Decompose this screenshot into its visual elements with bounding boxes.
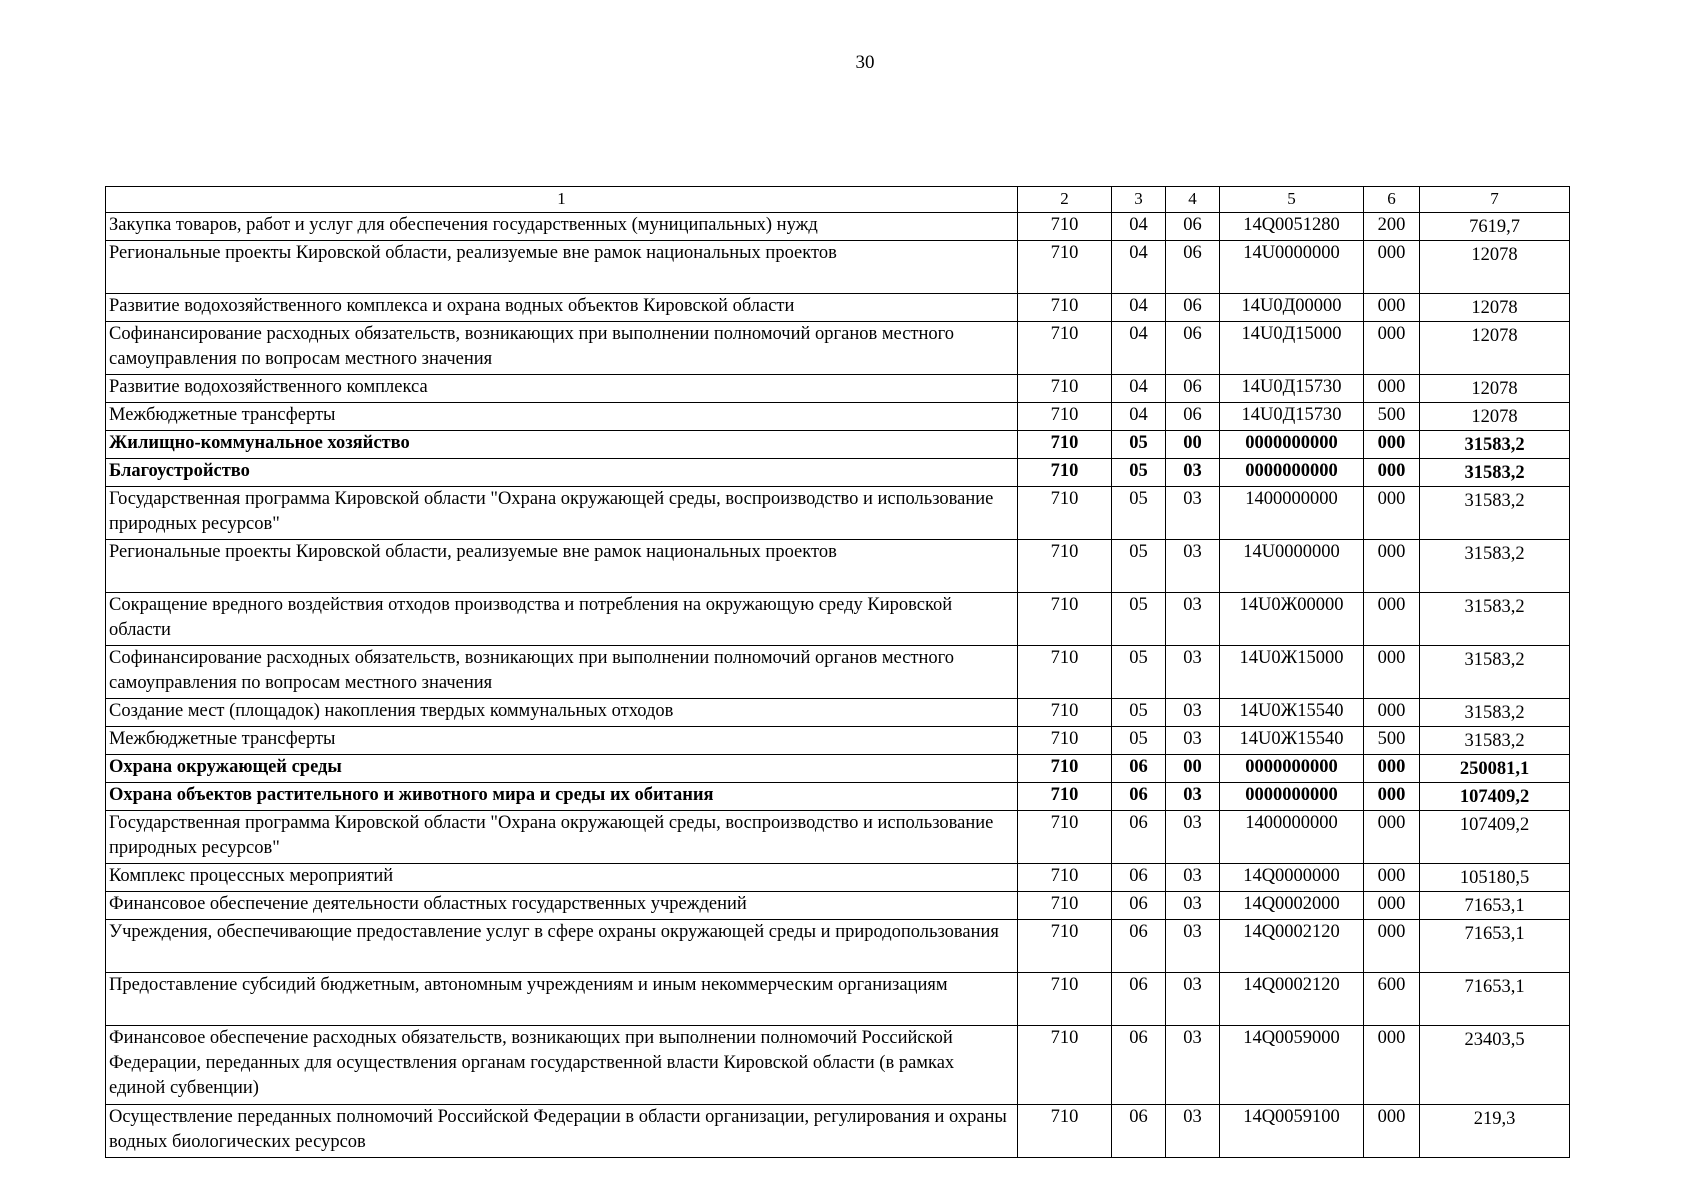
column-header-2: 2 [1018,187,1112,213]
cell-ministry-code: 710 [1018,322,1112,375]
cell-amount: 31583,2 [1420,646,1570,699]
table-row [106,294,1570,322]
cell-expense-type: 000 [1364,375,1420,403]
cell-section: 05 [1112,646,1166,699]
cell-ministry-code: 710 [1018,727,1112,755]
cell-expense-name: Финансовое обеспечение расходных обязательств, возникающих при выполнении полномочий Российской Федерации, переданных для осуществления органам государственной власти Кировской области (в рамках единой субвенции) [106,1026,1018,1105]
cell-ministry-code: 710 [1018,811,1112,864]
cell-target-article: 14U0000000 [1220,241,1364,294]
cell-subsection: 06 [1166,294,1220,322]
table-row [106,1026,1570,1105]
cell-amount: 31583,2 [1420,540,1570,593]
cell-expense-type: 000 [1364,920,1420,973]
cell-amount: 31583,2 [1420,727,1570,755]
cell-section: 05 [1112,699,1166,727]
cell-target-article: 14Q0002000 [1220,892,1364,920]
cell-subsection: 06 [1166,403,1220,431]
cell-section: 06 [1112,755,1166,783]
cell-amount: 12078 [1420,294,1570,322]
cell-subsection: 03 [1166,699,1220,727]
cell-expense-name: Комплекс процессных мероприятий [106,864,1018,892]
cell-section: 05 [1112,727,1166,755]
cell-section: 05 [1112,540,1166,593]
table-row [106,593,1570,646]
cell-target-article: 14Q0059000 [1220,1026,1364,1105]
cell-subsection: 03 [1166,864,1220,892]
cell-amount: 23403,5 [1420,1026,1570,1105]
cell-ministry-code: 710 [1018,1026,1112,1105]
cell-ministry-code: 710 [1018,213,1112,241]
cell-expense-type: 000 [1364,294,1420,322]
cell-expense-name: Учреждения, обеспечивающие предоставление услуг в сфере охраны окружающей среды и природопользования [106,920,1018,973]
cell-expense-type: 000 [1364,459,1420,487]
cell-section: 04 [1112,403,1166,431]
cell-ministry-code: 710 [1018,973,1112,1026]
table-row [106,699,1570,727]
cell-target-article: 14U0Д15730 [1220,403,1364,431]
cell-expense-name: Государственная программа Кировской области "Охрана окружающей среды, воспроизводство и использование природных ресурсов" [106,811,1018,864]
cell-subsection: 03 [1166,783,1220,811]
cell-target-article: 0000000000 [1220,783,1364,811]
cell-section: 05 [1112,593,1166,646]
table-row [106,973,1570,1026]
cell-expense-type: 000 [1364,593,1420,646]
cell-amount: 12078 [1420,241,1570,294]
cell-subsection: 03 [1166,1026,1220,1105]
cell-expense-type: 000 [1364,1105,1420,1158]
budget-table [105,186,1570,1158]
cell-ministry-code: 710 [1018,294,1112,322]
table-row [106,811,1570,864]
cell-subsection: 03 [1166,593,1220,646]
table-row [106,487,1570,540]
cell-amount: 31583,2 [1420,593,1570,646]
cell-amount: 107409,2 [1420,783,1570,811]
cell-target-article: 14U0Д00000 [1220,294,1364,322]
cell-target-article: 14Q0002120 [1220,973,1364,1026]
cell-subsection: 06 [1166,213,1220,241]
cell-expense-type: 000 [1364,487,1420,540]
cell-subsection: 03 [1166,811,1220,864]
cell-expense-name: Межбюджетные трансферты [106,727,1018,755]
cell-section: 06 [1112,1105,1166,1158]
cell-expense-type: 000 [1364,699,1420,727]
cell-expense-name: Развитие водохозяйственного комплекса [106,375,1018,403]
table-row [106,920,1570,973]
table-row [106,241,1570,294]
cell-expense-type: 000 [1364,755,1420,783]
cell-expense-name: Софинансирование расходных обязательств, возникающих при выполнении полномочий органов местного самоуправления по вопросам местного значения [106,322,1018,375]
cell-expense-type: 000 [1364,431,1420,459]
cell-section: 05 [1112,487,1166,540]
cell-amount: 31583,2 [1420,487,1570,540]
cell-section: 04 [1112,294,1166,322]
cell-expense-name: Региональные проекты Кировской области, реализуемые вне рамок национальных проектов [106,241,1018,294]
cell-subsection: 06 [1166,322,1220,375]
cell-ministry-code: 710 [1018,892,1112,920]
cell-expense-type: 000 [1364,864,1420,892]
cell-expense-type: 000 [1364,322,1420,375]
cell-target-article: 14U0Д15000 [1220,322,1364,375]
cell-section: 06 [1112,1026,1166,1105]
cell-expense-name: Финансовое обеспечение деятельности областных государственных учреждений [106,892,1018,920]
cell-ministry-code: 710 [1018,646,1112,699]
cell-section: 06 [1112,811,1166,864]
cell-subsection: 03 [1166,892,1220,920]
cell-expense-name: Государственная программа Кировской области "Охрана окружающей среды, воспроизводство и использование природных ресурсов" [106,487,1018,540]
cell-target-article: 14U0Ж00000 [1220,593,1364,646]
table-row [106,431,1570,459]
cell-ministry-code: 710 [1018,1105,1112,1158]
cell-section: 06 [1112,973,1166,1026]
cell-subsection: 03 [1166,973,1220,1026]
cell-amount: 105180,5 [1420,864,1570,892]
cell-expense-name: Создание мест (площадок) накопления твердых коммунальных отходов [106,699,1018,727]
cell-section: 06 [1112,864,1166,892]
cell-expense-type: 200 [1364,213,1420,241]
cell-expense-type: 000 [1364,811,1420,864]
cell-target-article: 14U0Д15730 [1220,375,1364,403]
cell-section: 06 [1112,920,1166,973]
table-row [106,213,1570,241]
table-row [106,864,1570,892]
page-number: 30 [855,52,875,73]
table-row [106,1105,1570,1158]
cell-amount: 31583,2 [1420,431,1570,459]
cell-section: 05 [1112,459,1166,487]
table-row [106,755,1570,783]
cell-amount: 250081,1 [1420,755,1570,783]
cell-amount: 71653,1 [1420,920,1570,973]
cell-target-article: 14Q0059100 [1220,1105,1364,1158]
column-header-3: 3 [1112,187,1166,213]
cell-section: 04 [1112,241,1166,294]
table-row [106,322,1570,375]
cell-ministry-code: 710 [1018,864,1112,892]
column-header-7: 7 [1420,187,1570,213]
table-row [106,892,1570,920]
table-header-row [106,187,1570,213]
cell-section: 04 [1112,213,1166,241]
table-row [106,540,1570,593]
cell-amount: 71653,1 [1420,892,1570,920]
cell-target-article: 0000000000 [1220,431,1364,459]
cell-expense-type: 000 [1364,783,1420,811]
cell-subsection: 03 [1166,646,1220,699]
cell-target-article: 1400000000 [1220,811,1364,864]
cell-expense-name: Охрана окружающей среды [106,755,1018,783]
cell-target-article: 14U0000000 [1220,540,1364,593]
cell-expense-name: Сокращение вредного воздействия отходов производства и потребления на окружающую среду Кировской области [106,593,1018,646]
cell-expense-name: Жилищно-коммунальное хозяйство [106,431,1018,459]
table-body [106,213,1570,1158]
cell-ministry-code: 710 [1018,431,1112,459]
cell-target-article: 14U0Ж15540 [1220,699,1364,727]
cell-expense-name: Софинансирование расходных обязательств, возникающих при выполнении полномочий органов местного самоуправления по вопросам местного значения [106,646,1018,699]
cell-amount: 12078 [1420,322,1570,375]
cell-subsection: 00 [1166,431,1220,459]
cell-ministry-code: 710 [1018,403,1112,431]
cell-ministry-code: 710 [1018,783,1112,811]
cell-expense-name: Закупка товаров, работ и услуг для обеспечения государственных (муниципальных) нужд [106,213,1018,241]
cell-subsection: 03 [1166,1105,1220,1158]
cell-amount: 219,3 [1420,1105,1570,1158]
column-header-1: 1 [106,187,1018,213]
cell-target-article: 14U0Ж15540 [1220,727,1364,755]
cell-section: 04 [1112,375,1166,403]
cell-subsection: 03 [1166,540,1220,593]
cell-subsection: 03 [1166,920,1220,973]
cell-expense-name: Развитие водохозяйственного комплекса и охрана водных объектов Кировской области [106,294,1018,322]
cell-expense-type: 000 [1364,892,1420,920]
cell-subsection: 03 [1166,487,1220,540]
cell-expense-name: Предоставление субсидий бюджетным, автономным учреждениям и иным некоммерческим организациям [106,973,1018,1026]
cell-subsection: 03 [1166,727,1220,755]
cell-ministry-code: 710 [1018,593,1112,646]
cell-expense-name: Региональные проекты Кировской области, реализуемые вне рамок национальных проектов [106,540,1018,593]
cell-target-article: 14U0Ж15000 [1220,646,1364,699]
cell-subsection: 03 [1166,459,1220,487]
table-row [106,646,1570,699]
cell-amount: 107409,2 [1420,811,1570,864]
column-header-6: 6 [1364,187,1420,213]
cell-amount: 71653,1 [1420,973,1570,1026]
cell-ministry-code: 710 [1018,487,1112,540]
column-header-5: 5 [1220,187,1364,213]
cell-expense-type: 600 [1364,973,1420,1026]
cell-amount: 12078 [1420,375,1570,403]
cell-expense-type: 000 [1364,540,1420,593]
cell-section: 05 [1112,431,1166,459]
cell-target-article: 14Q0002120 [1220,920,1364,973]
cell-expense-name: Благоустройство [106,459,1018,487]
cell-section: 04 [1112,322,1166,375]
cell-ministry-code: 710 [1018,920,1112,973]
cell-ministry-code: 710 [1018,375,1112,403]
cell-subsection: 06 [1166,375,1220,403]
table-row [106,783,1570,811]
cell-target-article: 0000000000 [1220,459,1364,487]
cell-ministry-code: 710 [1018,699,1112,727]
cell-expense-type: 500 [1364,403,1420,431]
cell-target-article: 1400000000 [1220,487,1364,540]
cell-subsection: 06 [1166,241,1220,294]
cell-expense-name: Охрана объектов растительного и животного мира и среды их обитания [106,783,1018,811]
cell-amount: 31583,2 [1420,699,1570,727]
cell-target-article: 14Q0000000 [1220,864,1364,892]
cell-subsection: 00 [1166,755,1220,783]
cell-expense-type: 000 [1364,646,1420,699]
cell-expense-name: Межбюджетные трансферты [106,403,1018,431]
cell-ministry-code: 710 [1018,755,1112,783]
cell-target-article: 14Q0051280 [1220,213,1364,241]
cell-expense-type: 000 [1364,241,1420,294]
cell-target-article: 0000000000 [1220,755,1364,783]
cell-expense-type: 500 [1364,727,1420,755]
cell-expense-type: 000 [1364,1026,1420,1105]
cell-expense-name: Осуществление переданных полномочий Российской Федерации в области организации, регулирования и охраны водных биологических ресурсов [106,1105,1018,1158]
cell-ministry-code: 710 [1018,241,1112,294]
table-row [106,459,1570,487]
cell-amount: 12078 [1420,403,1570,431]
column-header-4: 4 [1166,187,1220,213]
cell-section: 06 [1112,783,1166,811]
cell-amount: 7619,7 [1420,213,1570,241]
cell-ministry-code: 710 [1018,459,1112,487]
cell-section: 06 [1112,892,1166,920]
table-row [106,403,1570,431]
table-row [106,727,1570,755]
cell-amount: 31583,2 [1420,459,1570,487]
table-row [106,375,1570,403]
cell-ministry-code: 710 [1018,540,1112,593]
